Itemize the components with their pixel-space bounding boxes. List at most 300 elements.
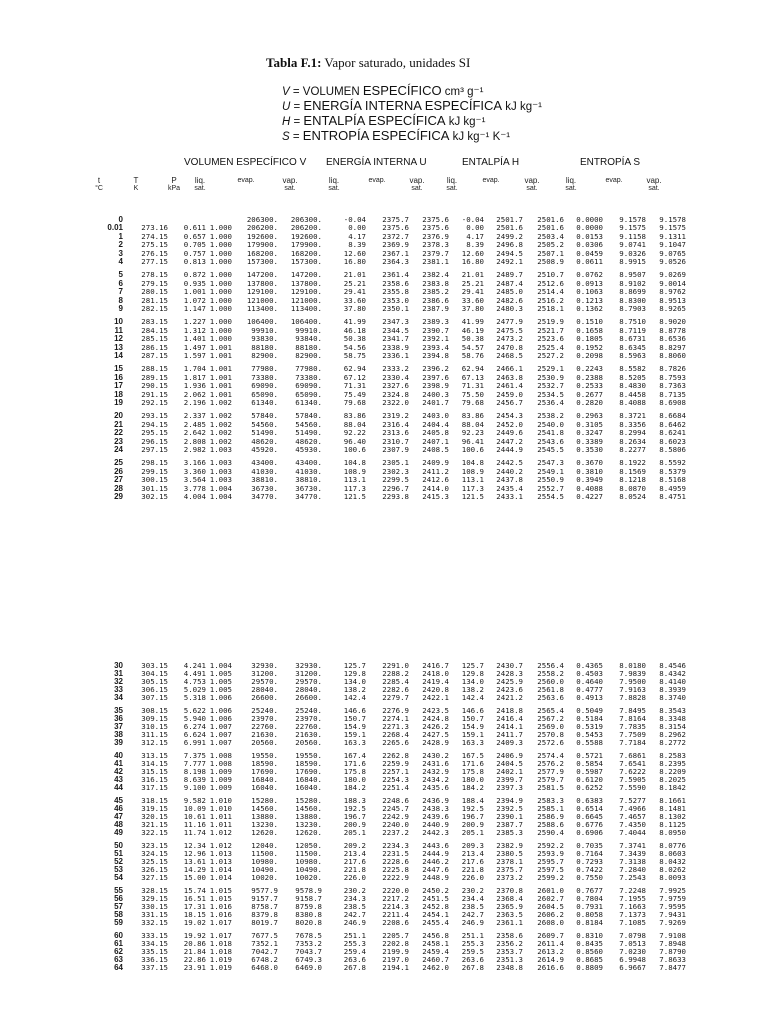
table-cell: 2231.5 xyxy=(382,849,409,859)
table-cell: 1.005 xyxy=(209,669,232,679)
table-cell: 7.4350 xyxy=(619,820,646,830)
table-cell: 25240. xyxy=(251,706,278,715)
table-cell: 0.6252 xyxy=(576,783,603,793)
table-cell: 1.006 xyxy=(209,714,232,724)
table-cell: 2406.9 xyxy=(496,751,523,760)
table-cell: 8.4088 xyxy=(619,398,646,407)
table-cell: 2462.0 xyxy=(422,963,449,973)
table-cell: 1.072 xyxy=(183,295,206,305)
table-cell: 2408.5 xyxy=(422,445,449,454)
table-cell: 2512.6 xyxy=(537,278,564,288)
table-cell: 7.2840 xyxy=(619,865,646,875)
table-cell: 335.15 xyxy=(141,947,168,957)
table-cell: 0.1805 xyxy=(576,334,603,344)
table-cell: 238.5 xyxy=(343,902,366,912)
table-cell: 2344.5 xyxy=(382,325,409,335)
table-cell: 9.1047 xyxy=(659,240,686,250)
table-cell: 0.3530 xyxy=(576,445,603,454)
table-cell: 46.19 xyxy=(461,325,484,335)
table-cell: 297.15 xyxy=(141,445,168,454)
table-cell: 230.2 xyxy=(461,886,484,895)
table-cell: 275.15 xyxy=(141,240,168,250)
table-cell: 13.61 xyxy=(183,857,206,867)
table-cell: 16.51 xyxy=(183,894,206,904)
table-cell: 53 xyxy=(114,865,123,875)
table-cell: 2440.9 xyxy=(422,820,449,830)
table-cell: 0.1658 xyxy=(576,325,603,335)
table-cell: 54560. xyxy=(251,419,278,429)
table-cell: 2336.1 xyxy=(382,351,409,360)
table-cell: 8.1481 xyxy=(659,804,686,814)
table-cell: 2316.4 xyxy=(382,419,409,429)
table-cell: 0.6906 xyxy=(576,828,603,838)
table-cell: 305.15 xyxy=(141,677,168,687)
table-cell: 8379.8 xyxy=(251,910,278,920)
table-cell: 19 xyxy=(114,398,123,407)
table-cell: 179900. xyxy=(290,240,322,250)
table-cell: 21.01 xyxy=(461,270,484,280)
table-cell: 21.01 xyxy=(343,270,366,280)
legend-unit: kJ kg⁻¹ K⁻¹ xyxy=(449,131,511,143)
table-cell: 2460.7 xyxy=(422,955,449,965)
legend-symbol: V xyxy=(282,86,290,98)
table-cell: 7.9500 xyxy=(619,677,646,687)
table-cell: 29.41 xyxy=(461,287,484,297)
table-cell: 2205.7 xyxy=(382,931,409,940)
table-cell: 2365.9 xyxy=(496,902,523,912)
table-cell: 2438.3 xyxy=(422,804,449,814)
table-cell: 2609.7 xyxy=(537,931,564,940)
table-cell: 12620. xyxy=(295,828,322,838)
table-cell: 33.60 xyxy=(461,295,484,305)
table-cell: 16 xyxy=(114,372,123,382)
table-cell: 0.705 xyxy=(183,240,206,250)
table-cell: 276.15 xyxy=(141,248,168,258)
table-cell: 0.3389 xyxy=(576,436,603,446)
table-cell: 7.8633 xyxy=(659,955,686,965)
table-cell: 311.15 xyxy=(141,730,168,740)
table-cell: 8.5379 xyxy=(659,466,686,476)
table-cell: 113.1 xyxy=(461,475,484,485)
table-cell: 2432.9 xyxy=(422,767,449,777)
table-cell: 209.3 xyxy=(461,841,484,850)
table-cell: 2217.2 xyxy=(382,894,409,904)
table-cell: 179900. xyxy=(246,240,278,250)
table-cell: 192.5 xyxy=(343,804,366,814)
table-cell: 14 xyxy=(114,351,123,360)
table-cell: 7.9269 xyxy=(659,918,686,928)
table-cell: 2 xyxy=(118,240,123,250)
table-cell: 41 xyxy=(114,759,123,769)
table-cell: 2387.9 xyxy=(422,304,449,313)
table-cell: 8.2634 xyxy=(619,436,646,446)
table-cell: 1.227 xyxy=(183,317,206,327)
table-cell: 1.000 xyxy=(209,270,232,280)
table-cell: 188.4 xyxy=(461,796,484,805)
table-cell: 23970. xyxy=(251,714,278,724)
table-cell: 8.6908 xyxy=(659,398,686,407)
table-cell: 2355.8 xyxy=(382,287,409,297)
table-cell: 73380. xyxy=(251,372,278,382)
table-cell: 10 xyxy=(114,317,123,327)
table-cell: 242.7 xyxy=(461,910,484,920)
table-cell: 11.74 xyxy=(183,828,206,838)
table-cell: 2487.4 xyxy=(496,278,523,288)
table-cell: 7.0513 xyxy=(619,939,646,949)
table-cell: 22760. xyxy=(295,722,322,732)
table-cell: 7.5277 xyxy=(619,796,646,805)
table-cell: 2356.2 xyxy=(496,939,523,949)
table-cell: 39 xyxy=(114,738,123,748)
table-cell: 38810. xyxy=(295,475,322,485)
column-header-top: liq. xyxy=(565,176,577,185)
table-cell: 22760. xyxy=(251,722,278,732)
table-cell: 8.7903 xyxy=(619,304,646,313)
table-cell: 0.5987 xyxy=(576,767,603,777)
table-cell: 2257.1 xyxy=(382,767,409,777)
table-cell: 9.0269 xyxy=(659,270,686,280)
table-cell: 29 xyxy=(114,492,123,501)
table-cell: 1.000 xyxy=(209,295,232,305)
table-cell: 65090. xyxy=(295,389,322,399)
table-cell: 1.016 xyxy=(209,910,232,920)
table-cell: 2480.3 xyxy=(496,304,523,313)
table-cell: 8.3543 xyxy=(659,706,686,715)
table-cell: 1.015 xyxy=(209,894,232,904)
table-cell: 2199.9 xyxy=(382,947,409,957)
table-cell: 9.0765 xyxy=(659,248,686,258)
table-cell: 2.642 xyxy=(183,428,206,438)
table-row xyxy=(0,874,768,882)
table-cell: 2411.7 xyxy=(496,730,523,740)
table-cell: 282.15 xyxy=(141,304,168,313)
table-cell: 0.1362 xyxy=(576,304,603,313)
table-cell: 25.21 xyxy=(343,278,366,288)
table-cell: 196.7 xyxy=(343,812,366,822)
table-cell: 15 xyxy=(114,364,123,374)
table-cell: 36730. xyxy=(251,483,278,493)
table-cell: 304.15 xyxy=(141,669,168,679)
table-cell: 50.38 xyxy=(343,334,366,344)
table-cell: 2525.4 xyxy=(537,342,564,352)
table-cell: 226.0 xyxy=(461,873,484,883)
table-cell: 19550. xyxy=(251,751,278,760)
table-cell: 54.57 xyxy=(461,342,484,352)
table-cell: 2375.7 xyxy=(382,215,409,224)
table-cell: 206200. xyxy=(246,223,278,233)
table-cell: 52 xyxy=(114,857,123,867)
table-cell: 1.817 xyxy=(183,372,206,382)
table-cell: 0.1213 xyxy=(576,295,603,305)
table-cell: 2262.8 xyxy=(382,751,409,760)
table-cell: 5.622 xyxy=(183,706,206,715)
column-header-bottom: sat. xyxy=(411,185,423,192)
table-cell: 137800. xyxy=(290,278,322,288)
table-cell: 1.006 xyxy=(209,706,232,715)
table-cell: 2.485 xyxy=(183,419,206,429)
table-cell: 267.8 xyxy=(461,963,484,973)
table-cell: 134.0 xyxy=(461,677,484,687)
table-cell: 306.15 xyxy=(141,685,168,695)
table-cell: 180.0 xyxy=(461,775,484,785)
table-cell: 213.4 xyxy=(343,849,366,859)
table-cell: 79.68 xyxy=(343,398,366,407)
table-cell: 2375.6 xyxy=(382,223,409,233)
table-cell: 168200. xyxy=(290,248,322,258)
table-cell: 125.7 xyxy=(461,661,484,670)
table-cell: 41.99 xyxy=(461,317,484,327)
table-cell: 2372.7 xyxy=(382,231,409,241)
table-cell: 2389.3 xyxy=(422,317,449,327)
table-cell: 167.4 xyxy=(343,751,366,760)
table-cell: 88180. xyxy=(295,342,322,352)
table-cell: 2540.0 xyxy=(537,419,564,429)
table-cell: 2364.3 xyxy=(382,257,409,266)
table-cell: 2440.2 xyxy=(496,466,523,476)
table-cell: 129100. xyxy=(246,287,278,297)
table-cell: 2585.1 xyxy=(537,804,564,814)
table-cell: 2392.5 xyxy=(496,804,523,814)
table-cell: 75.50 xyxy=(461,389,484,399)
table-cell: 82900. xyxy=(295,351,322,360)
table-cell: 2397.3 xyxy=(496,783,523,793)
table-cell: 8.0870 xyxy=(619,483,646,493)
table-row xyxy=(0,399,768,407)
table-cell: 138.2 xyxy=(343,685,366,695)
table-cell: 0.5319 xyxy=(576,722,603,732)
table-cell: 13230. xyxy=(251,820,278,830)
table-cell: 50.38 xyxy=(461,334,484,344)
table-cell: 42 xyxy=(114,767,123,777)
table-cell: 2447.2 xyxy=(496,436,523,446)
table-cell: 23.91 xyxy=(183,963,206,973)
table-cell: 0.5049 xyxy=(576,706,603,715)
table-cell: 36730. xyxy=(295,483,322,493)
table-cell: 14560. xyxy=(251,804,278,814)
table-cell: 2442.5 xyxy=(496,458,523,468)
table-cell: 280.15 xyxy=(141,287,168,297)
table-cell: 2409.9 xyxy=(422,458,449,468)
table-cell: 2248.6 xyxy=(382,796,409,805)
table-cell: 1.009 xyxy=(209,767,232,777)
table-cell: 2274.1 xyxy=(382,714,409,724)
table-cell: 8.6023 xyxy=(659,436,686,446)
table-cell: 2423.6 xyxy=(496,685,523,695)
column-header-top: T xyxy=(133,176,139,185)
table-cell: 59 xyxy=(114,918,123,928)
table-cell: 2510.7 xyxy=(537,270,564,280)
table-cell: 2378.3 xyxy=(422,240,449,250)
table-cell: 329.15 xyxy=(141,894,168,904)
legend-unit: cm³ g⁻¹ xyxy=(441,86,484,98)
table-cell: 7.0798 xyxy=(619,931,646,940)
column-header-bottom: sat. xyxy=(194,185,206,192)
table-cell: 34770. xyxy=(295,492,322,501)
table-cell: 54.56 xyxy=(343,342,366,352)
table-cell: 336.15 xyxy=(141,955,168,965)
table-cell: 8.4959 xyxy=(659,483,686,493)
table-cell: 2466.1 xyxy=(496,364,523,374)
table-cell: 8.5168 xyxy=(659,475,686,485)
table-cell: 289.15 xyxy=(141,372,168,382)
table-cell: 1.016 xyxy=(209,902,232,912)
table-cell: 8.9265 xyxy=(659,304,686,313)
table-cell: 319.15 xyxy=(141,804,168,814)
table-cell: 9.0326 xyxy=(619,248,646,258)
table-cell: 2313.6 xyxy=(382,428,409,438)
table-cell: 11 xyxy=(114,325,123,335)
table-cell: 21630. xyxy=(251,730,278,740)
table-cell: 7042.7 xyxy=(251,947,278,957)
table-cell: 8.1569 xyxy=(619,466,646,476)
table-cell: 23 xyxy=(114,436,123,446)
table-cell: 40 xyxy=(114,751,123,760)
table-cell: 7.3741 xyxy=(619,841,646,850)
table-cell: 8.8778 xyxy=(659,325,686,335)
table-cell: 283.15 xyxy=(141,317,168,327)
column-header-top: vap. xyxy=(646,176,662,185)
table-cell: 7.7835 xyxy=(619,722,646,732)
table-cell: 2554.5 xyxy=(537,492,564,501)
table-cell: 8.639 xyxy=(183,775,206,785)
table-cell: 0.8685 xyxy=(576,955,603,965)
table-cell: 7.375 xyxy=(183,751,206,760)
table-cell: 106400. xyxy=(246,317,278,327)
table-cell: 0.1063 xyxy=(576,287,603,297)
table-cell: 2532.7 xyxy=(537,381,564,391)
table-cell: 45930. xyxy=(295,445,322,454)
table-cell: 7043.7 xyxy=(295,947,322,957)
table-cell: 2547.3 xyxy=(537,458,564,468)
table-cell: 7.3439 xyxy=(619,849,646,859)
table-cell: 171.6 xyxy=(343,759,366,769)
table-cell: 2422.1 xyxy=(422,693,449,703)
column-header-top: liq. xyxy=(328,176,340,185)
table-cell: 2348.8 xyxy=(496,963,523,973)
table-cell: 1.312 xyxy=(183,325,206,335)
table-cell: 48 xyxy=(114,820,123,830)
table-cell: 2288.2 xyxy=(382,669,409,679)
table-cell: 2454.3 xyxy=(496,411,523,421)
table-cell: 7.9108 xyxy=(659,931,686,940)
table-cell: 88180. xyxy=(251,342,278,352)
table-cell: 2523.6 xyxy=(537,334,564,344)
table-cell: 0.0913 xyxy=(576,278,603,288)
table-cell: 0.3949 xyxy=(576,475,603,485)
table-cell: 2385.2 xyxy=(422,287,449,297)
table-cell: 274.15 xyxy=(141,231,168,241)
table-cell: 28040. xyxy=(251,685,278,695)
table-cell: 2576.2 xyxy=(537,759,564,769)
table-cell: 0.00 xyxy=(348,223,366,233)
table-cell: 2225.8 xyxy=(382,865,409,875)
table-cell: 4 xyxy=(118,257,123,266)
table-cell: 0.4088 xyxy=(576,483,603,493)
table-cell: 1.005 xyxy=(209,685,232,695)
table-cell: 11500. xyxy=(251,849,278,859)
table-cell: 0.4365 xyxy=(576,661,603,670)
table-cell: 205.1 xyxy=(343,828,366,838)
table-cell: 9158.7 xyxy=(295,894,322,904)
table-cell: 2293.8 xyxy=(382,492,409,501)
table-cell: 8.5582 xyxy=(619,364,646,374)
table-cell: 7.8948 xyxy=(659,939,686,949)
table-cell: 2251.4 xyxy=(382,783,409,793)
table-cell: 8.0093 xyxy=(659,873,686,883)
table-cell: 2543.6 xyxy=(537,436,564,446)
table-cell: 0.5453 xyxy=(576,730,603,740)
table-cell: 12.96 xyxy=(183,849,206,859)
table-cell: 1.014 xyxy=(209,873,232,883)
table-cell: 9577.9 xyxy=(251,886,278,895)
table-cell: 2592.2 xyxy=(537,841,564,850)
table-cell: 7.8790 xyxy=(659,947,686,957)
table-cell: 192600. xyxy=(246,231,278,241)
table-cell: 2601.0 xyxy=(537,886,564,895)
table-cell: 2545.5 xyxy=(537,445,564,454)
table-cell: 284.15 xyxy=(141,325,168,335)
table-cell: 175.8 xyxy=(343,767,366,777)
table-cell: 7.1373 xyxy=(619,910,646,920)
table-cell: 0.8435 xyxy=(576,939,603,949)
table-cell: 2245.7 xyxy=(382,804,409,814)
table-cell: 192600. xyxy=(290,231,322,241)
table-cell: 8.0262 xyxy=(659,865,686,875)
table-cell: 14560. xyxy=(295,804,322,814)
table-cell: 0.1952 xyxy=(576,342,603,352)
table-cell: 2327.6 xyxy=(382,381,409,391)
table-cell: 2505.2 xyxy=(537,240,564,250)
table-cell: 2299.5 xyxy=(382,475,409,485)
table-cell: 2347.3 xyxy=(382,317,409,327)
table-cell: 18590. xyxy=(295,759,322,769)
table-cell: 2581.5 xyxy=(537,783,564,793)
table-cell: 0.4913 xyxy=(576,693,603,703)
table-cell: 20 xyxy=(114,411,123,421)
table-cell: 2414.1 xyxy=(496,722,523,732)
table-cell: 1.010 xyxy=(209,796,232,805)
table-cell: 2427.5 xyxy=(422,730,449,740)
table-cell: 291.15 xyxy=(141,389,168,399)
table-cell: 8.3721 xyxy=(619,411,646,421)
table-cell: 7.6541 xyxy=(619,759,646,769)
column-header-bottom: sat. xyxy=(284,185,296,192)
table-cell: 9.1158 xyxy=(619,231,646,241)
table-cell: 2416.7 xyxy=(422,661,449,670)
table-cell: 37.80 xyxy=(343,304,366,313)
column-header xyxy=(409,177,424,193)
table-cell: 2501.7 xyxy=(496,215,523,224)
table-cell: 2450.2 xyxy=(422,886,449,895)
table-cell: 331.15 xyxy=(141,910,168,920)
table-cell: 8.2277 xyxy=(619,445,646,454)
table-cell: 7.9925 xyxy=(659,886,686,895)
table-cell: 320.15 xyxy=(141,812,168,822)
table-cell: 180.0 xyxy=(343,775,366,785)
table-cell: 278.15 xyxy=(141,270,168,280)
table-cell: 46 xyxy=(114,804,123,814)
table-cell: 221.8 xyxy=(343,865,366,875)
table-cell: 0.3247 xyxy=(576,428,603,438)
table-cell: 9.582 xyxy=(183,796,206,805)
table-cell: 226.0 xyxy=(343,873,366,883)
legend-line xyxy=(282,84,542,99)
table-cell: 5.318 xyxy=(183,693,206,703)
table-cell: 2430.2 xyxy=(422,751,449,760)
table-cell: 7.5905 xyxy=(619,775,646,785)
table-cell: 2516.2 xyxy=(537,295,564,305)
table-cell: 104.8 xyxy=(461,458,484,468)
